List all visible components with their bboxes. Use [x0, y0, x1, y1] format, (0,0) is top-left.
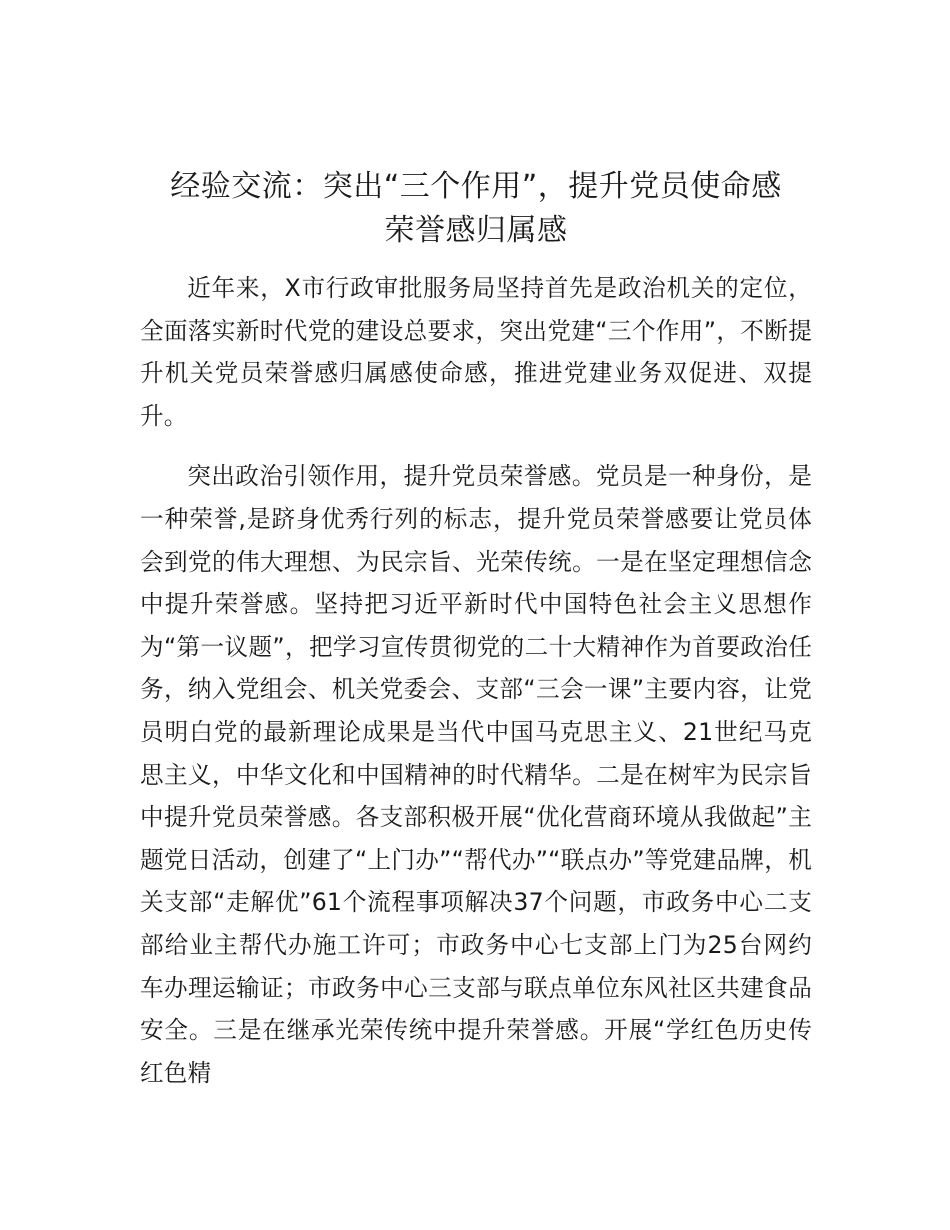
document-page	[140, 165, 812, 1094]
title-line-1: 经验交流：突出“三个作用”，提升党员使命感	[170, 169, 782, 204]
body-paragraph-2: 突出政治引领作用，提升党员荣誉感。党员是一种身份，是一种荣誉,是跻身优秀行列的标志，提升党员荣誉感要让党员体会到党的伟大理想、为民宗旨、光荣传统。一是在坚定理想信念中提升荣誉感。坚持把习近平新时代中国特色社会主义思想作为“第一议题”，把学习宣传贯彻党的二十大精神作为首要政治任务，纳入党组会、机关党委会、支部“三会一课”主要内容，让党员明白党的最新理论成果是当代中国马克思主义、21世纪马克思主义，中华文化和中国精神的时代精华。二是在树牢为民宗旨中提升党员荣誉感。各支部积极开展“优化营商环境从我做起”主题党日活动，创建了“上门办”“帮代办”“联点办”等党建品牌，机关支部“走解优”61个流程事项解决37个问题，市政务中心二支部给业主帮代办施工许可；市政务中心七支部上门为25台网约车办理运输证；市政务中心三支部与联点单位东风社区共建食品安全。三是在继承光荣传统中提升荣誉感。开展“学红色历史传红色精	[140, 462, 812, 1087]
title-line-2: 荣誉感归属感	[384, 213, 568, 248]
body-paragraph-1: 近年来，X市行政审批服务局坚持首先是政治机关的定位，全面落实新时代党的建设总要求，突出党建“三个作用”，不断提升机关党员荣誉感归属感使命感，推进党建业务双促进、双提升。	[140, 274, 812, 430]
document-title	[140, 165, 812, 253]
